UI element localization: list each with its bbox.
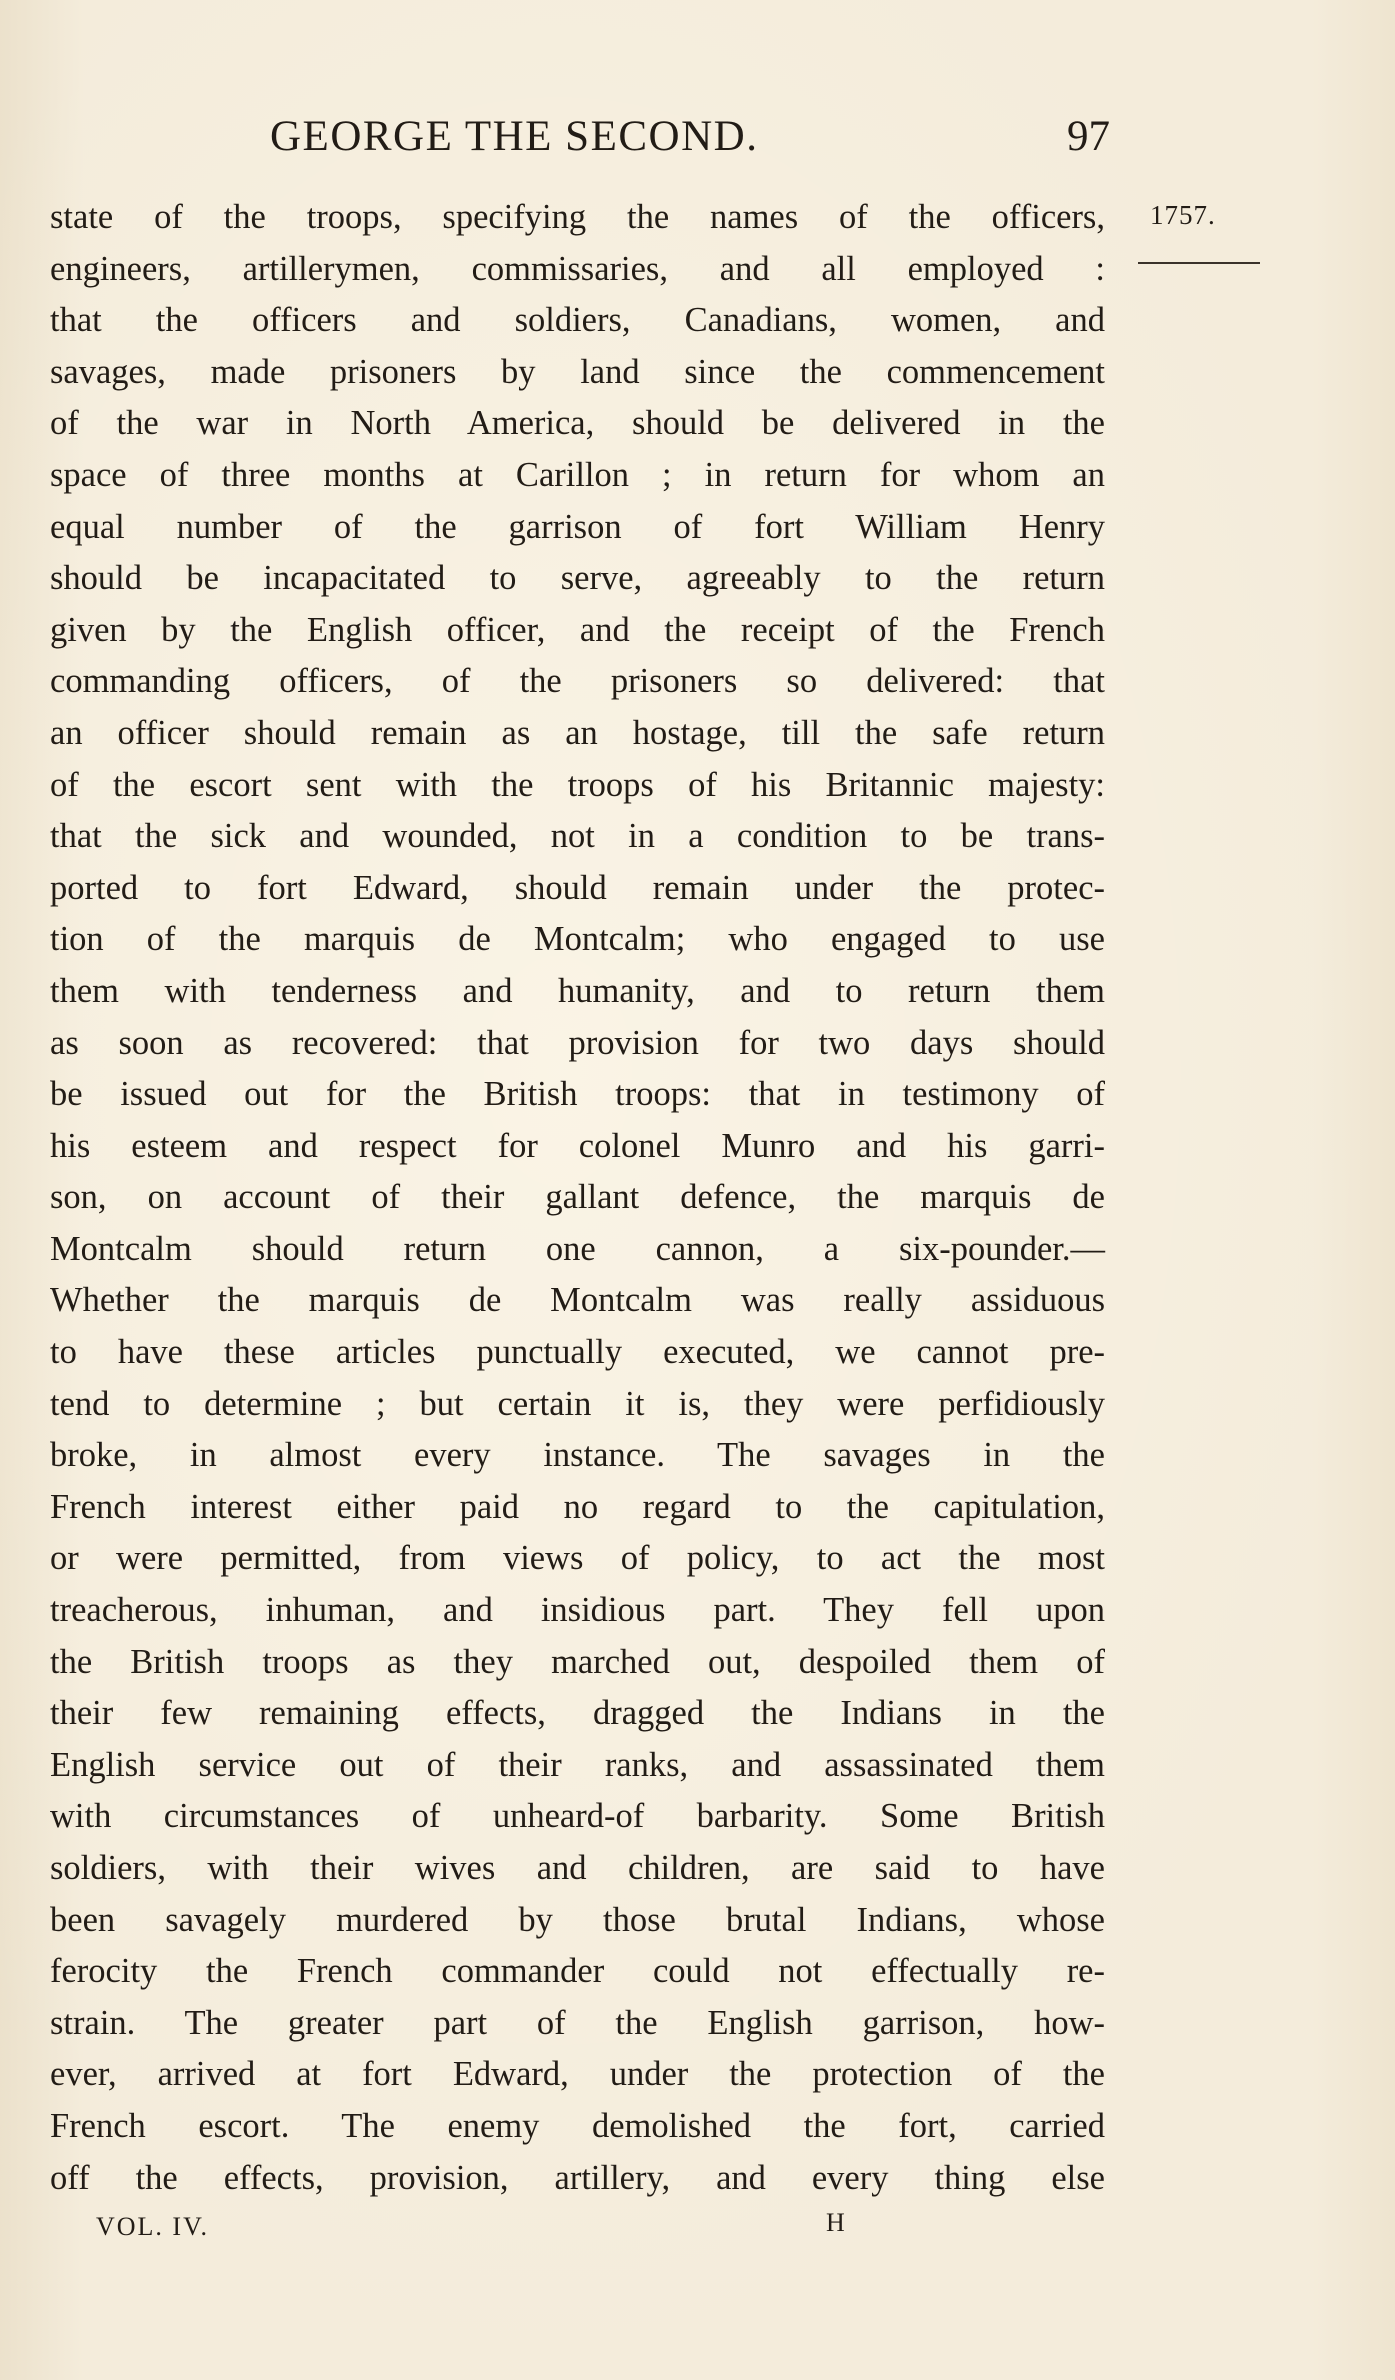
text-line: French interest either paid no regard to the capitulation,	[50, 1487, 1105, 1526]
text-line: soldiers, with their wives and children, are said to have	[50, 1849, 1105, 1887]
text-line: his esteem and respect for colonel Munro and his garri-	[50, 1126, 1105, 1165]
signature-mark: H	[826, 2208, 845, 2237]
text-line: tion of the marquis de Montcalm; who engaged to use	[50, 920, 1105, 959]
margin-year-note: 1757.	[1150, 200, 1216, 230]
text-line: given by the English officer, and the receipt of the French	[50, 610, 1105, 649]
text-line: commanding officers, of the prisoners so delivered: that	[50, 662, 1105, 701]
text-line: ever, arrived at fort Edward, under the protection of the	[50, 2055, 1105, 2094]
volume-footer: VOL. IV.	[96, 2212, 210, 2241]
text-line: tend to determine ; but certain it is, they were perfidiously	[50, 1384, 1105, 1423]
text-line: an officer should remain as an hostage, till the safe return	[50, 713, 1105, 752]
text-line: that the sick and wounded, not in a condition to be trans-	[50, 817, 1105, 856]
text-line: been savagely murdered by those brutal Indians, whose	[50, 1900, 1105, 1939]
text-line: treacherous, inhuman, and insidious part. They fell upon	[50, 1591, 1105, 1630]
text-line: son, on account of their gallant defence, the marquis de	[50, 1178, 1105, 1217]
text-line: Montcalm should return one cannon, a six-pounder.—	[50, 1229, 1105, 1268]
text-line: as soon as recovered: that provision for two days should	[50, 1023, 1105, 1062]
margin-rule	[1138, 262, 1260, 264]
text-line: savages, made prisoners by land since the commencement	[50, 352, 1105, 391]
text-line: their few remaining effects, dragged the Indians in the	[50, 1694, 1105, 1733]
text-line: that the officers and soldiers, Canadians, women, and	[50, 301, 1105, 340]
text-line: Whether the marquis de Montcalm was really assiduous	[50, 1281, 1105, 1320]
text-line: be issued out for the British troops: that in testimony of	[50, 1075, 1105, 1114]
text-line: to have these articles punctually executed, we cannot pre-	[50, 1333, 1105, 1372]
body-text	[50, 192, 1105, 2204]
running-head-title: GEORGE THE SECOND.	[270, 113, 759, 160]
text-line: of the escort sent with the troops of his Britannic majesty:	[50, 765, 1105, 804]
text-line: off the effects, provision, artillery, and every thing else	[50, 2158, 1105, 2197]
text-line: ferocity the French commander could not effectually re-	[50, 1952, 1105, 1991]
text-line: should be incapacitated to serve, agreeably to the return	[50, 559, 1105, 598]
text-line: state of the troops, specifying the names of the officers,	[50, 198, 1105, 236]
text-line: or were permitted, from views of policy, to act the most	[50, 1539, 1105, 1578]
text-line: strain. The greater part of the English garrison, how-	[50, 2003, 1105, 2042]
page-number: 97	[1067, 113, 1110, 160]
text-line: equal number of the garrison of fort William Henry	[50, 507, 1105, 546]
text-line: with circumstances of unheard-of barbarity. Some British	[50, 1797, 1105, 1836]
text-line: English service out of their ranks, and assassinated them	[50, 1745, 1105, 1784]
text-line: of the war in North America, should be delivered in the	[50, 404, 1105, 443]
text-line: engineers, artillerymen, commissaries, and all employed :	[50, 249, 1105, 288]
text-line: them with tenderness and humanity, and to return them	[50, 971, 1105, 1010]
text-line: ported to fort Edward, should remain under the protec-	[50, 868, 1105, 907]
text-line: the British troops as they marched out, despoiled them of	[50, 1642, 1105, 1681]
running-head	[270, 112, 1110, 172]
text-line: broke, in almost every instance. The savages in the	[50, 1436, 1105, 1475]
text-line: space of three months at Carillon ; in return for whom an	[50, 455, 1105, 494]
text-line: French escort. The enemy demolished the fort, carried	[50, 2106, 1105, 2145]
